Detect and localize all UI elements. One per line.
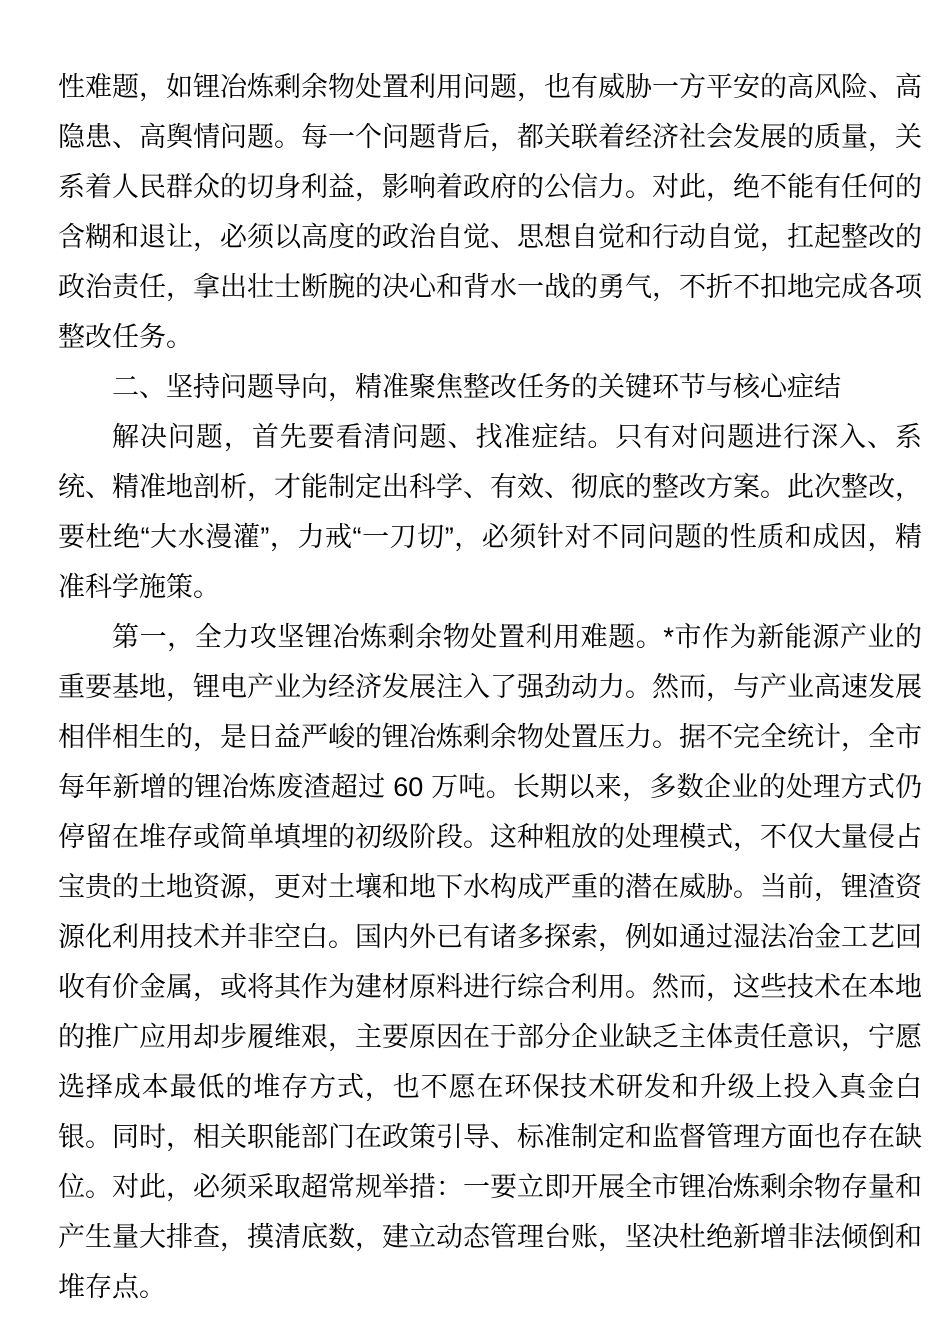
paragraph: 第一，全力攻坚锂冶炼剩余物处置利用难题。*市作为新能源产业的重要基地，锂电产业为经济发展注入了强劲动力。然而，与产业高速发展相伴相生的，是日益严峻的锂冶炼剩余物处置压力。据不完全统计，全市每年新增的锂冶炼废渣超过 60 万吨。长期以来，多数企业的处理方式仍停留在堆存或简单填埋的初级阶段。这种粗放的处理模式，不仅大量侵占宝贵的土地资源，更对土壤和地下水构成严重的潜在威胁。当前，锂渣资源化利用技术并非空白。国内外已有诸多探索，例如通过湿法冶金工艺回收有价金属，或将其作为建材原料进行综合利用。然而，这些技术在本地的推广应用却步履维艰，主要原因在于部分企业缺乏主体责任意识，宁愿选择成本最低的堆存方式，也不愿在环保技术研发和升级上投入真金白银。同时，相关职能部门在政策引导、标准制定和监督管理方面也存在缺位。对此，必须采取超常规举措：一要立即开展全市锂冶炼剩余物存量和产生量大排查，摸清底数，建立动态管理台账，坚决杜绝新增非法倾倒和堆存点。 xyxy=(58,622,922,1302)
section-heading: 二、坚持问题导向，精准聚焦整改任务的关键环节与核心症结 xyxy=(112,372,841,402)
paragraph: 解决问题，首先要看清问题、找准症结。只有对问题进行深入、系统、精准地剖析，才能制定出科学、有效、彻底的整改方案。此次整改，要杜绝“大水漫灌”，力戒“一刀切”，必须针对不同问题的性质和成因，精准科学施策。 xyxy=(58,422,922,602)
paragraph-continuation: 性难题，如锂冶炼剩余物处置利用问题，也有威胁一方平安的高风险、高隐患、高舆情问题。每一个问题背后，都关联着经济社会发展的质量，关系着人民群众的切身利益，影响着政府的公信力。对此，绝不能有任何的含糊和退让，必须以高度的政治自觉、思想自觉和行动自觉，扛起整改的政治责任，拿出壮士断腕的决心和背水一战的勇气，不折不扣地完成各项整改任务。 xyxy=(58,72,922,352)
